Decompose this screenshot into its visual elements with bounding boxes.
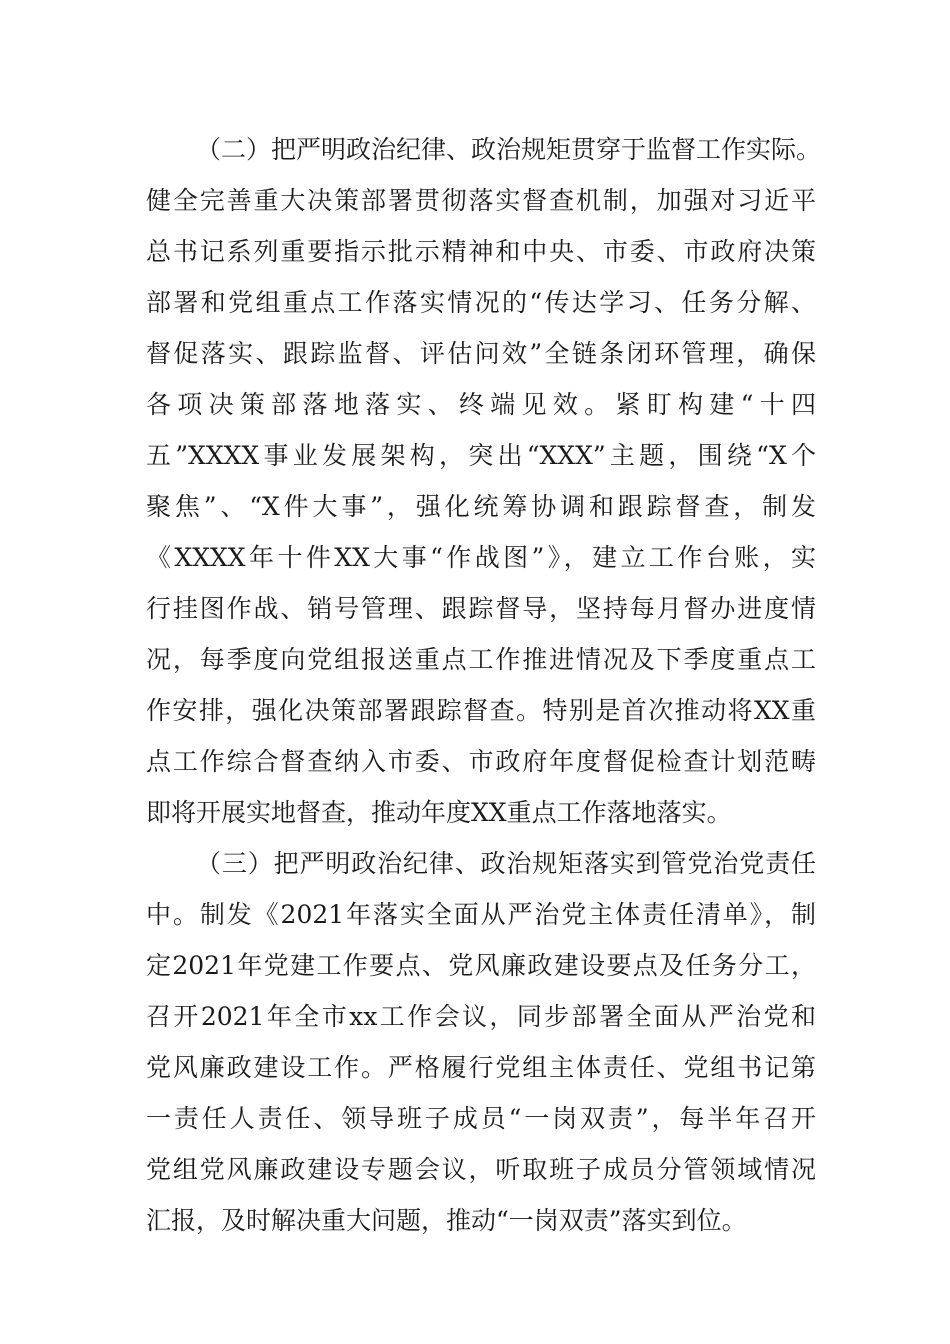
paragraph-2-line-3: 总书记系列重要指示批示精神和中央、市委、市政府决策 — [146, 237, 816, 266]
paragraph-2-line-13: 点工作综合督查纳入市委、市政府年度督促检查计划范畴 — [146, 747, 816, 776]
paragraph-2-line-8: 聚焦”、“X件大事”，强化统筹协调和跟踪督查，制发 — [146, 492, 816, 521]
paragraph-3-line-1: （三）把严明政治纪律、政治规矩落实到管党治党责任 — [196, 849, 816, 878]
paragraph-3-line-3: 定2021年党建工作要点、党风廉政建设要点及任务分工， — [146, 951, 816, 980]
paragraph-3-line-6: 一责任人责任、领导班子成员“一岗双责”，每半年召开 — [146, 1104, 816, 1133]
paragraph-2-line-2: 健全完善重大决策部署贯彻落实督查机制，加强对习近平 — [146, 186, 816, 215]
paragraph-2-line-6: 各项决策部落地落实、终端见效。紧盯构建“十四 — [146, 390, 816, 419]
paragraph-3-line-8: 汇报，及时解决重大问题，推动“一岗双责”落实到位。 — [146, 1206, 747, 1235]
paragraph-2-line-1: （二）把严明政治纪律、政治规矩贯穿于监督工作实际。 — [196, 135, 822, 164]
paragraph-2-line-9: 《XXXX年十件XX大事“作战图”》，建立工作台账，实 — [146, 543, 816, 572]
paragraph-3-line-2: 中。制发《2021年落实全面从严治党主体责任清单》，制 — [146, 900, 816, 929]
paragraph-2-line-5: 督促落实、跟踪监督、评估问效”全链条闭环管理，确保 — [146, 339, 816, 368]
paragraph-2-line-4: 部署和党组重点工作落实情况的“传达学习、任务分解、 — [146, 288, 816, 317]
paragraph-3-line-4: 召开2021年全市xx工作会议，同步部署全面从严治党和 — [146, 1002, 816, 1031]
paragraph-2-line-14: 即将开展实地督查，推动年度XX重点工作落地落实。 — [146, 798, 732, 827]
paragraph-2-line-11: 况，每季度向党组报送重点工作推进情况及下季度重点工 — [146, 645, 816, 674]
paragraph-3-line-7: 党组党风廉政建设专题会议，听取班子成员分管领域情况 — [146, 1155, 816, 1184]
paragraph-2-line-10: 行挂图作战、销号管理、跟踪督导，坚持每月督办进度情 — [146, 594, 816, 623]
paragraph-3-line-5: 党风廉政建设工作。严格履行党组主体责任、党组书记第 — [146, 1053, 816, 1082]
paragraph-2-line-7: 五”XXXX事业发展架构，突出“XXX”主题，围绕“X个 — [146, 441, 816, 470]
paragraph-2-line-12: 作安排，强化决策部署跟踪督查。特别是首次推动将XX重 — [146, 696, 816, 725]
